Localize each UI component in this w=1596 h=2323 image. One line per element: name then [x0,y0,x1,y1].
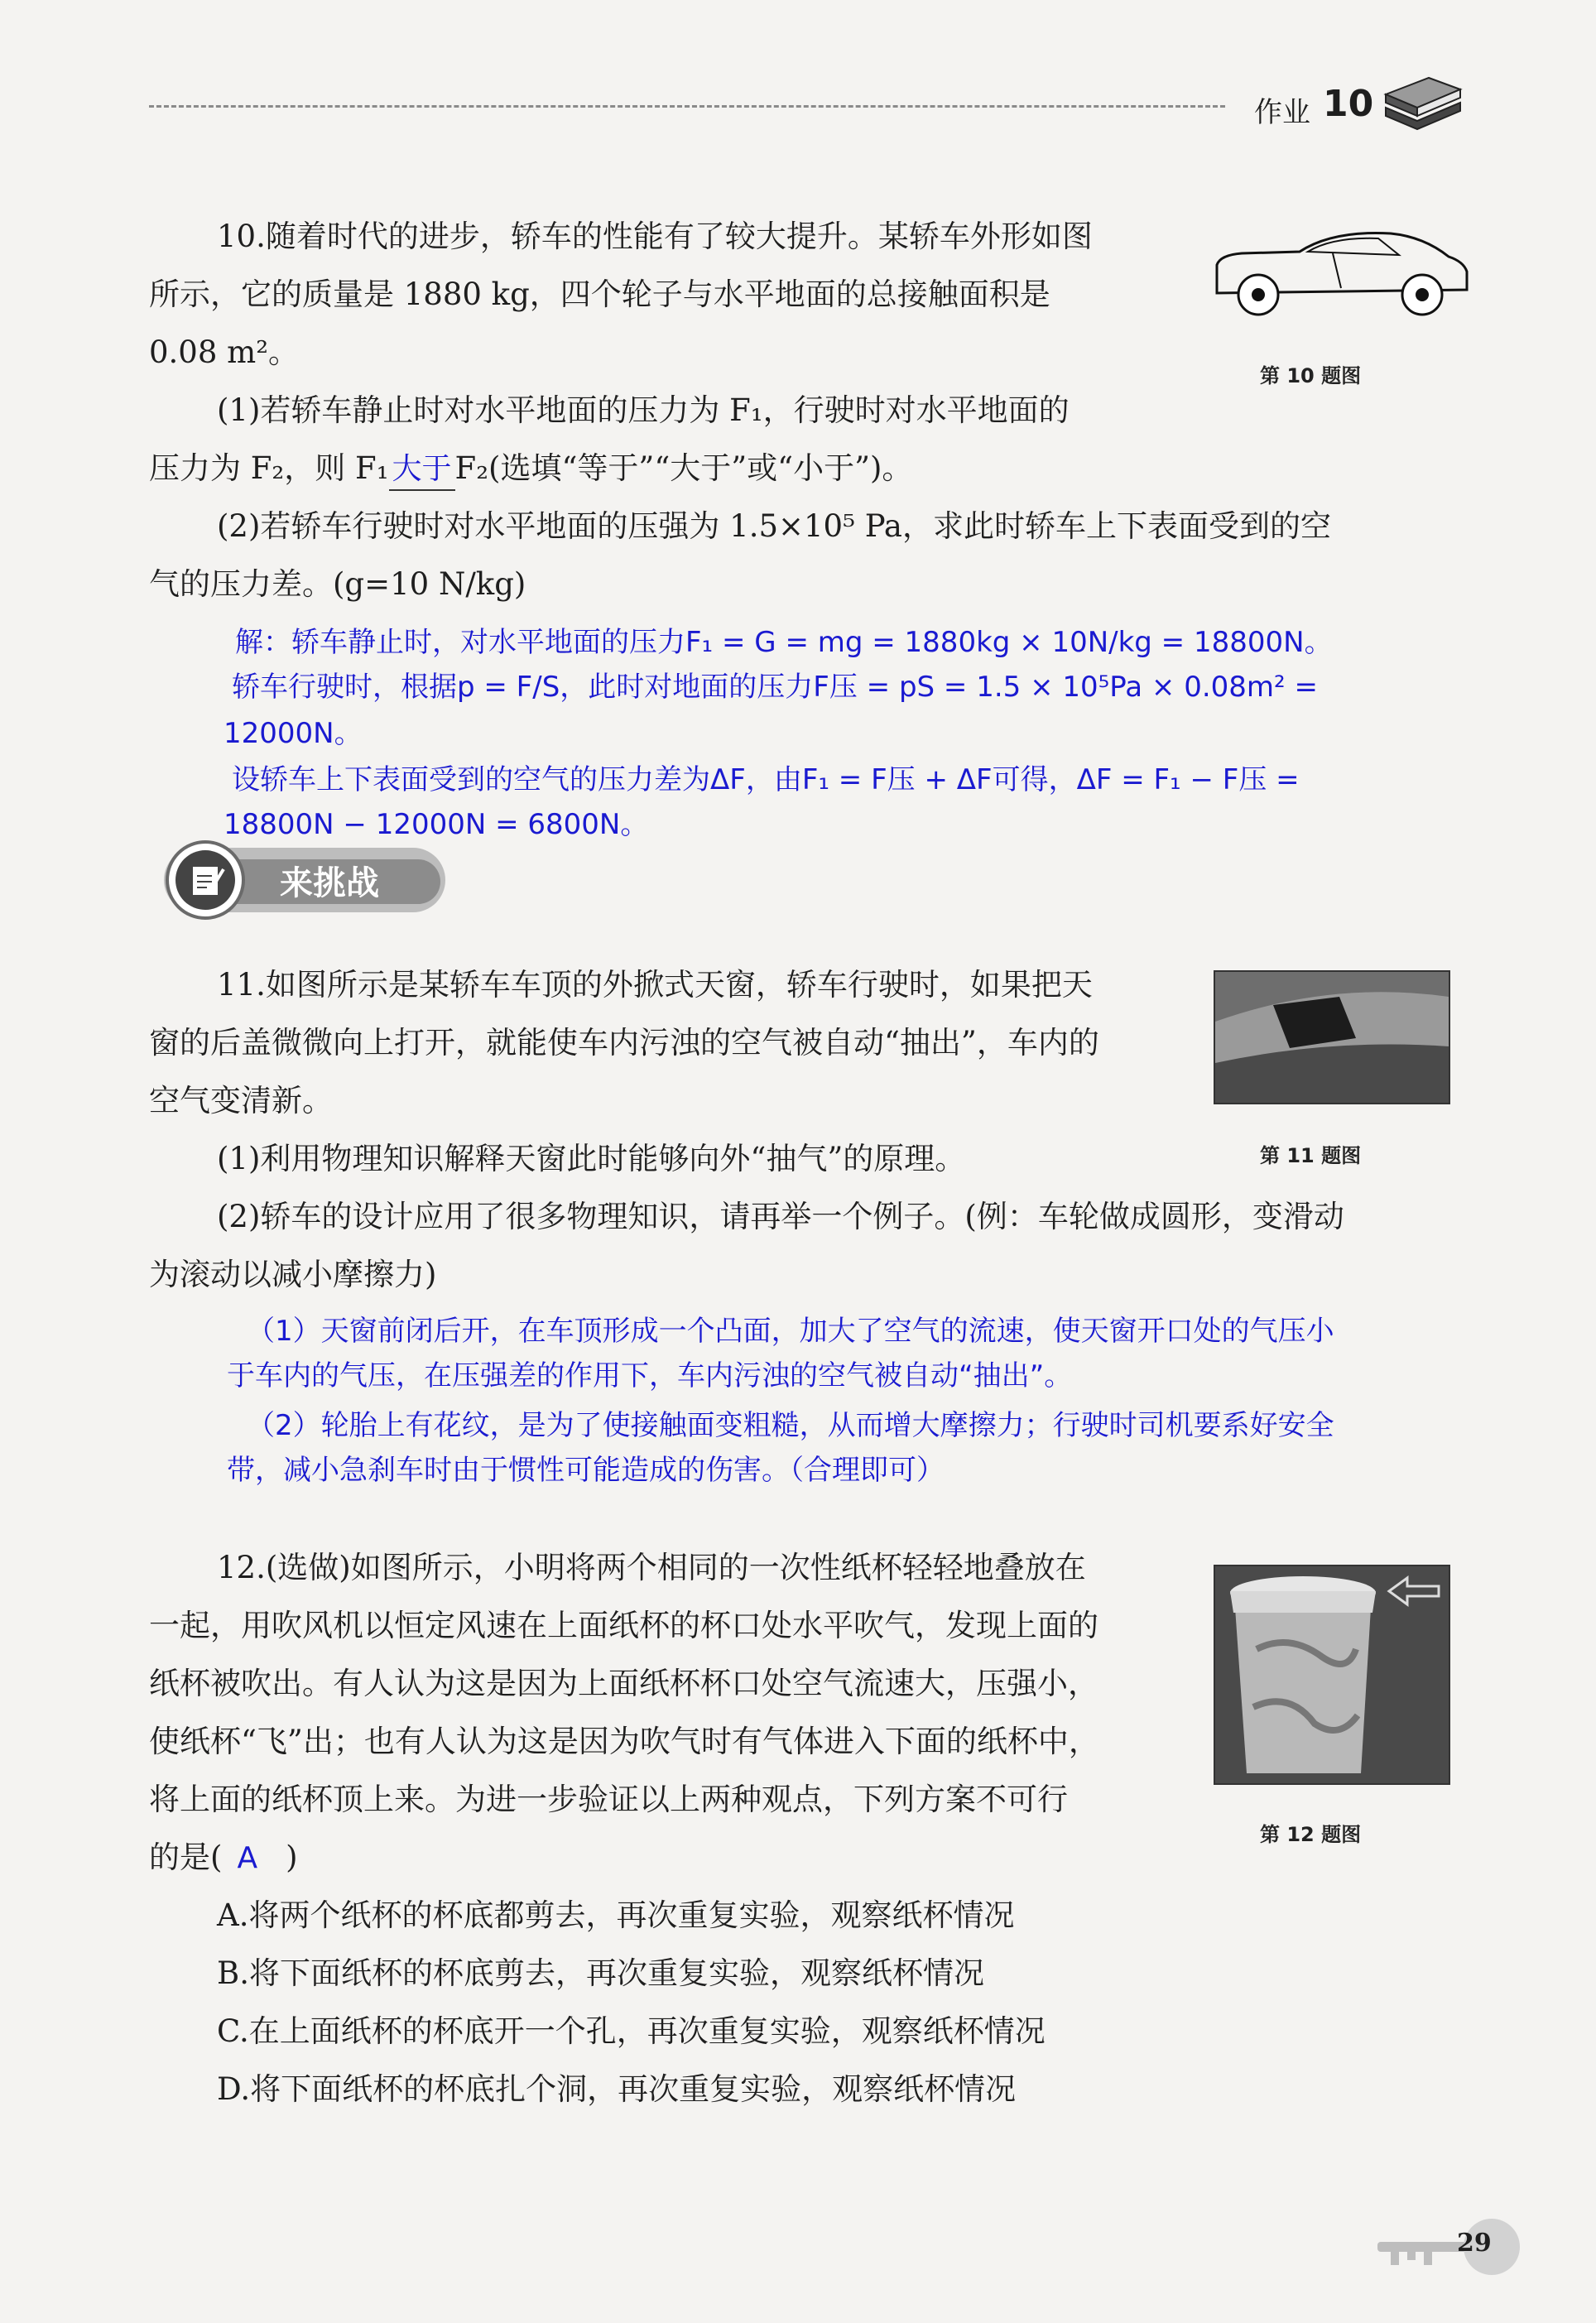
q10-solution-4: 设轿车上下表面受到的空气的压力差为ΔF，由F₁ = F压 + ΔF可得，ΔF = F₁ − F压 = [232,763,1300,796]
q12-line-4: 使纸杯“飞”出；也有人认为这是因为吹气时有气体进入下面的纸杯中， [149,1724,1099,1759]
key-icon [1374,2215,1523,2282]
q12-option-b: B.将下面纸杯的杯底剪去，再次重复实验，观察纸杯情况 [217,1955,984,1991]
q10-solution-5: 18800N − 12000N = 6800N。 [224,808,649,841]
q11-solution-3: （2）轮胎上有花纹，是为了使接触面变粗糙，从而增大摩擦力；行驶时司机要系好安全 [247,1409,1334,1442]
q10-line-5-suffix: F₂(选填“等于”“大于”或“小于”)。 [454,450,913,486]
q10-line-1: 10.随着时代的进步，轿车的性能有了较大提升。某轿车外形如图 [217,219,1093,254]
q11-line-5: (2)轿车的设计应用了很多物理知识，请再举一个例子。(例：车轮做成圆形，变滑动 [217,1199,1344,1234]
car-figure [1209,224,1473,331]
books-icon [1381,70,1464,136]
paper-cups-photo [1214,1565,1450,1785]
q12-option-c: C.在上面纸杯的杯底开一个孔，再次重复实验，观察纸杯情况 [217,2013,1046,2049]
q11-solution-2: 于车内的气压，在压强差的作用下，车内污浊的空气被自动“抽出”。 [227,1359,1073,1392]
header-dashed-rule [149,105,1225,108]
q12-figure-caption: 第 12 题图 [1260,1823,1362,1846]
q12-line-2: 一起，用吹风机以恒定风速在上面纸杯的杯口处水平吹气，发现上面的 [149,1608,1098,1643]
q12-choice-suffix: ) [286,1840,298,1875]
q11-figure-caption: 第 11 题图 [1260,1144,1362,1167]
sunroof-photo [1214,970,1450,1104]
q12-choice-prefix: 的是( [149,1840,223,1875]
q11-line-3: 空气变清新。 [149,1083,333,1118]
q10-line-5-prefix: 压力为 F₂，则 F₁ [149,450,389,486]
q10-line-3: 0.08 m²。 [149,334,300,370]
q10-figure-caption: 第 10 题图 [1260,364,1362,387]
notepad-icon [187,861,227,901]
q12-option-a: A.将两个纸杯的杯底都剪去，再次重复实验，观察纸杯情况 [217,1897,1015,1933]
page-number: 29 [1457,2229,1492,2258]
header-label: 作业 [1254,96,1310,129]
q10-solution-2: 轿车行驶时，根据p = F/S，此时对地面的压力F压 = pS = 1.5 × 10⁵Pa × 0.08m² = [232,671,1318,704]
header-number: 10 [1323,83,1374,125]
q11-line-4: (1)利用物理知识解释天窗此时能够向外“抽气”的原理。 [217,1141,966,1176]
q10-line-7: 气的压力差。(g=10 N/kg) [149,566,526,602]
q11-solution-1: （1）天窗前闭后开，在车顶形成一个凸面，加大了空气的流速，使天窗开口处的气压小 [247,1315,1334,1348]
q11-solution-4: 带，减小急刹车时由于惯性可能造成的伤害。（合理即可） [227,1454,945,1487]
q10-line-2: 所示，它的质量是 1880 kg，四个轮子与水平地面的总接触面积是 [149,277,1050,312]
q10-answer-blank: 大于 [389,450,455,491]
q12-line-6 [149,1838,298,1878]
q12-answer: A [237,1841,258,1875]
q10-solution-1: 解：轿车静止时，对水平地面的压力F₁ = G = mg = 1880kg × 10N/kg = 18800N。 [235,626,1333,659]
q12-option-d: D.将下面纸杯的杯底扎个洞，再次重复实验，观察纸杯情况 [217,2071,1017,2107]
q10-solution-3: 12000N。 [224,717,363,750]
q12-line-3: 纸杯被吹出。有人认为这是因为上面纸杯杯口处空气流速大，压强小， [149,1666,1098,1701]
q12-line-5: 将上面的纸杯顶上来。为进一步验证以上两种观点，下列方案不可行 [149,1782,1068,1817]
q10-line-4: (1)若轿车静止时对水平地面的压力为 F₁，行驶时对水平地面的 [217,392,1070,428]
section-title: 来挑战 [280,864,379,902]
q11-line-6: 为滚动以减小摩擦力) [149,1257,437,1292]
q11-line-2: 窗的后盖微微向上打开，就能使车内污浊的空气被自动“抽出”，车内的 [149,1025,1099,1060]
q12-line-1: 12.(选做)如图所示，小明将两个相同的一次性纸杯轻轻地叠放在 [217,1550,1086,1585]
q10-line-5 [149,449,912,491]
q10-line-6: (2)若轿车行驶时对水平地面的压强为 1.5×10⁵ Pa，求此时轿车上下表面受到的空 [217,508,1331,544]
q11-line-1: 11.如图所示是某轿车车顶的外掀式天窗，轿车行驶时，如果把天 [217,967,1093,1003]
